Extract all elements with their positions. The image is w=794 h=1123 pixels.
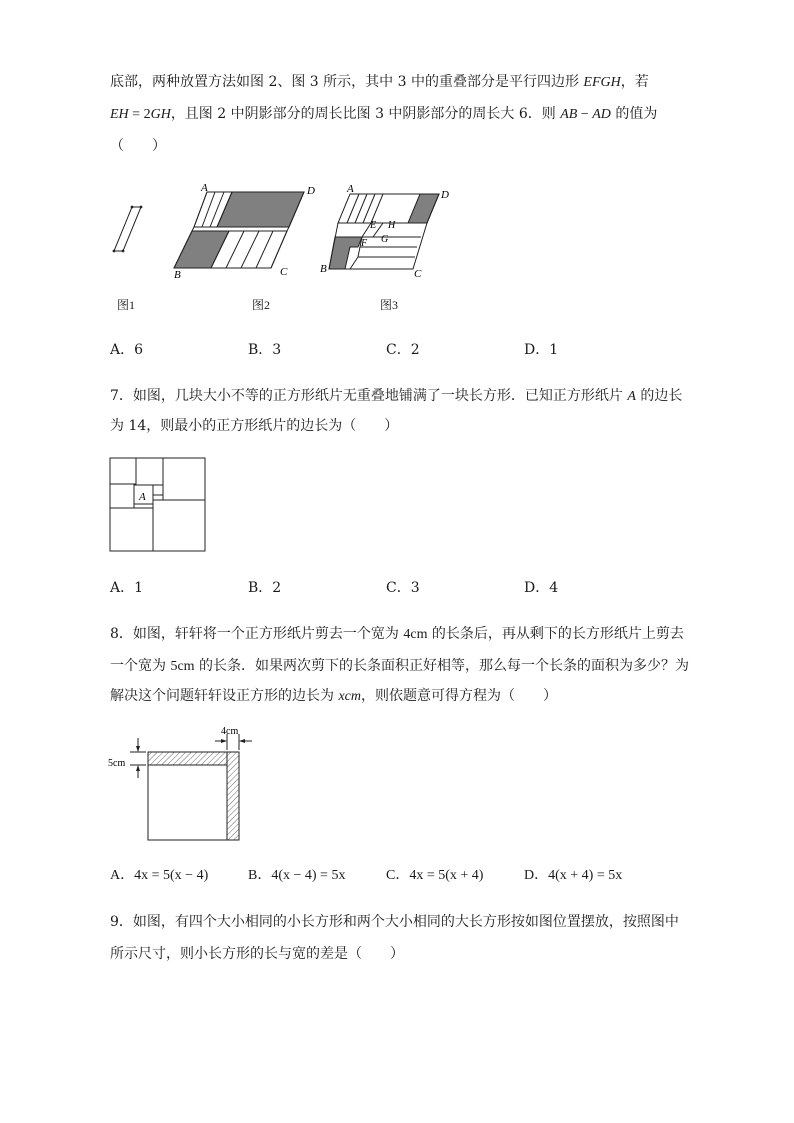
label-g: G: [381, 234, 389, 245]
q6-text: ，且图 2 中阴影部分的周长比图 3 中阴影部分的周长大 6．则: [170, 106, 561, 122]
q9-text-line-1: 9．如图，有四个大小相同的小长方形和两个大小相同的大长方形按如图位置摆放，按照图中: [110, 914, 679, 930]
strip-line: [271, 231, 287, 268]
q7-text: 的边长: [635, 388, 683, 404]
strip-line: [202, 192, 215, 227]
q8-math-5cm: 5cm: [170, 659, 195, 674]
arrowhead: [221, 739, 227, 743]
q6-text: ，若: [620, 74, 649, 90]
q8-figure-square: [106, 724, 256, 846]
strip-line: [226, 231, 244, 268]
q6-figure-1-caption: 图1: [117, 298, 136, 312]
label-c: C: [414, 268, 422, 280]
option-d[interactable]: D．1: [524, 342, 559, 358]
label-c: C: [280, 266, 288, 278]
q6-figure-1: [105, 195, 155, 260]
label-h: H: [388, 220, 396, 231]
q8-text: ，则依题意可得方程为（ ）: [361, 688, 557, 704]
label-b: B: [320, 263, 327, 275]
q6-options: [110, 340, 670, 362]
efgh-edge: [350, 257, 358, 269]
square-smallest: [153, 485, 163, 495]
arrowhead: [136, 765, 140, 771]
option-b[interactable]: B．4(x − 4) = 5x: [248, 868, 346, 883]
label-5cm: 5cm: [108, 758, 126, 769]
strip-line: [256, 231, 273, 268]
label-f: F: [361, 238, 368, 249]
q8-math-xcm: xcm: [338, 689, 361, 704]
label-a: A: [347, 183, 354, 195]
q6-math-eq: = 2: [128, 107, 151, 122]
q8-text-line-3: [110, 686, 557, 707]
q6-math-minus: −: [577, 107, 593, 122]
q8-text: 的长条．如果两次剪下的长条面积正好相等，那么每一个长条的面积为多少？为: [194, 658, 690, 674]
option-b[interactable]: B．2: [248, 580, 282, 596]
q7-math-a: A: [627, 389, 636, 404]
strip-5cm: [148, 752, 227, 765]
outer-rectangle: [110, 458, 205, 551]
q6-figure-3: [315, 180, 460, 280]
q6-figure-2-caption: 图2: [252, 298, 271, 312]
label-d: D: [441, 189, 449, 201]
q6-figure-3-caption: 图3: [380, 298, 399, 312]
vertex-dot: [113, 250, 116, 253]
option-c[interactable]: C．2: [386, 342, 420, 358]
label-a: A: [201, 182, 208, 194]
vertex-dot: [122, 250, 125, 253]
square-bottom-left: [110, 508, 153, 551]
q7-figure-squares: [108, 456, 208, 554]
q8-options: [110, 866, 670, 888]
q7-text-line-1: [110, 386, 682, 407]
q6-text-line-1: [110, 72, 649, 93]
option-c[interactable]: C．4x = 5(x + 4): [386, 868, 484, 883]
q7-text-line-2: 为 14，则最小的正方形纸片的边长为（ ）: [110, 418, 399, 434]
option-b[interactable]: B．3: [248, 342, 282, 358]
parallelogram-strip: [114, 207, 141, 251]
vertex-dot: [131, 206, 134, 209]
q8-text: 一个宽为: [110, 658, 171, 674]
q8-text: 的长条后，再从剩下的长方形纸片上剪去: [427, 626, 684, 642]
q8-text: 解决这个问题轩轩设正方形的边长为: [110, 688, 339, 704]
label-a: A: [139, 491, 146, 503]
q7-options: [110, 578, 670, 600]
vertex-dot: [140, 206, 143, 209]
q9-text-line-2: 所示尺寸，则小长方形的长与宽的差是（ ）: [110, 946, 404, 962]
square-top-middle: [136, 458, 163, 485]
q8-text-line-1: [110, 624, 684, 645]
square-top-left: [110, 458, 136, 484]
label-d: D: [307, 185, 315, 197]
q8-text-line-2: [110, 656, 689, 677]
strip-line: [194, 192, 207, 227]
q6-math-eh: EH: [110, 107, 129, 122]
square-top-right: [163, 458, 205, 500]
arrowhead: [239, 739, 245, 743]
q6-text: 底部，两种放置方法如图 2、图 3 所示，其中 3 中的重叠部分是平行四边形: [110, 74, 584, 90]
q6-text-line-2: [110, 104, 657, 125]
strip-line: [241, 231, 259, 268]
q6-math-ad: AD: [592, 107, 611, 122]
arrowhead: [136, 746, 140, 752]
option-d[interactable]: D．4: [524, 580, 559, 596]
q6-math-gh: GH: [150, 107, 171, 122]
q6-figure-2: [170, 180, 320, 280]
q8-math-4cm: 4cm: [403, 627, 428, 642]
option-a[interactable]: A．6: [110, 342, 144, 358]
q6-text: 的值为: [610, 106, 658, 122]
option-a[interactable]: A．1: [110, 580, 144, 596]
label-e: E: [370, 220, 377, 231]
shaded-top-region: [408, 194, 439, 223]
option-d[interactable]: D．4(x + 4) = 5x: [524, 868, 623, 883]
q7-text: 7．如图，几块大小不等的正方形纸片无重叠地铺满了一块长方形．已知正方形纸片: [110, 388, 628, 404]
shaded-bottom-region: [174, 231, 229, 268]
q8-text: 8．如图，轩轩将一个正方形纸片剪去一个宽为: [110, 626, 404, 642]
q6-math-efgh: EFGH: [583, 75, 621, 90]
q6-math-ab: AB: [560, 107, 578, 122]
option-a[interactable]: A．4x = 5(x − 4): [110, 868, 209, 883]
label-b: B: [174, 269, 181, 280]
square-bottom-right: [153, 500, 205, 551]
square-left: [110, 484, 134, 508]
strip-4cm: [227, 752, 239, 840]
label-4cm: 4cm: [221, 726, 239, 737]
q6-answer-blank: （ ）: [110, 138, 166, 154]
option-c[interactable]: C．3: [386, 580, 420, 596]
